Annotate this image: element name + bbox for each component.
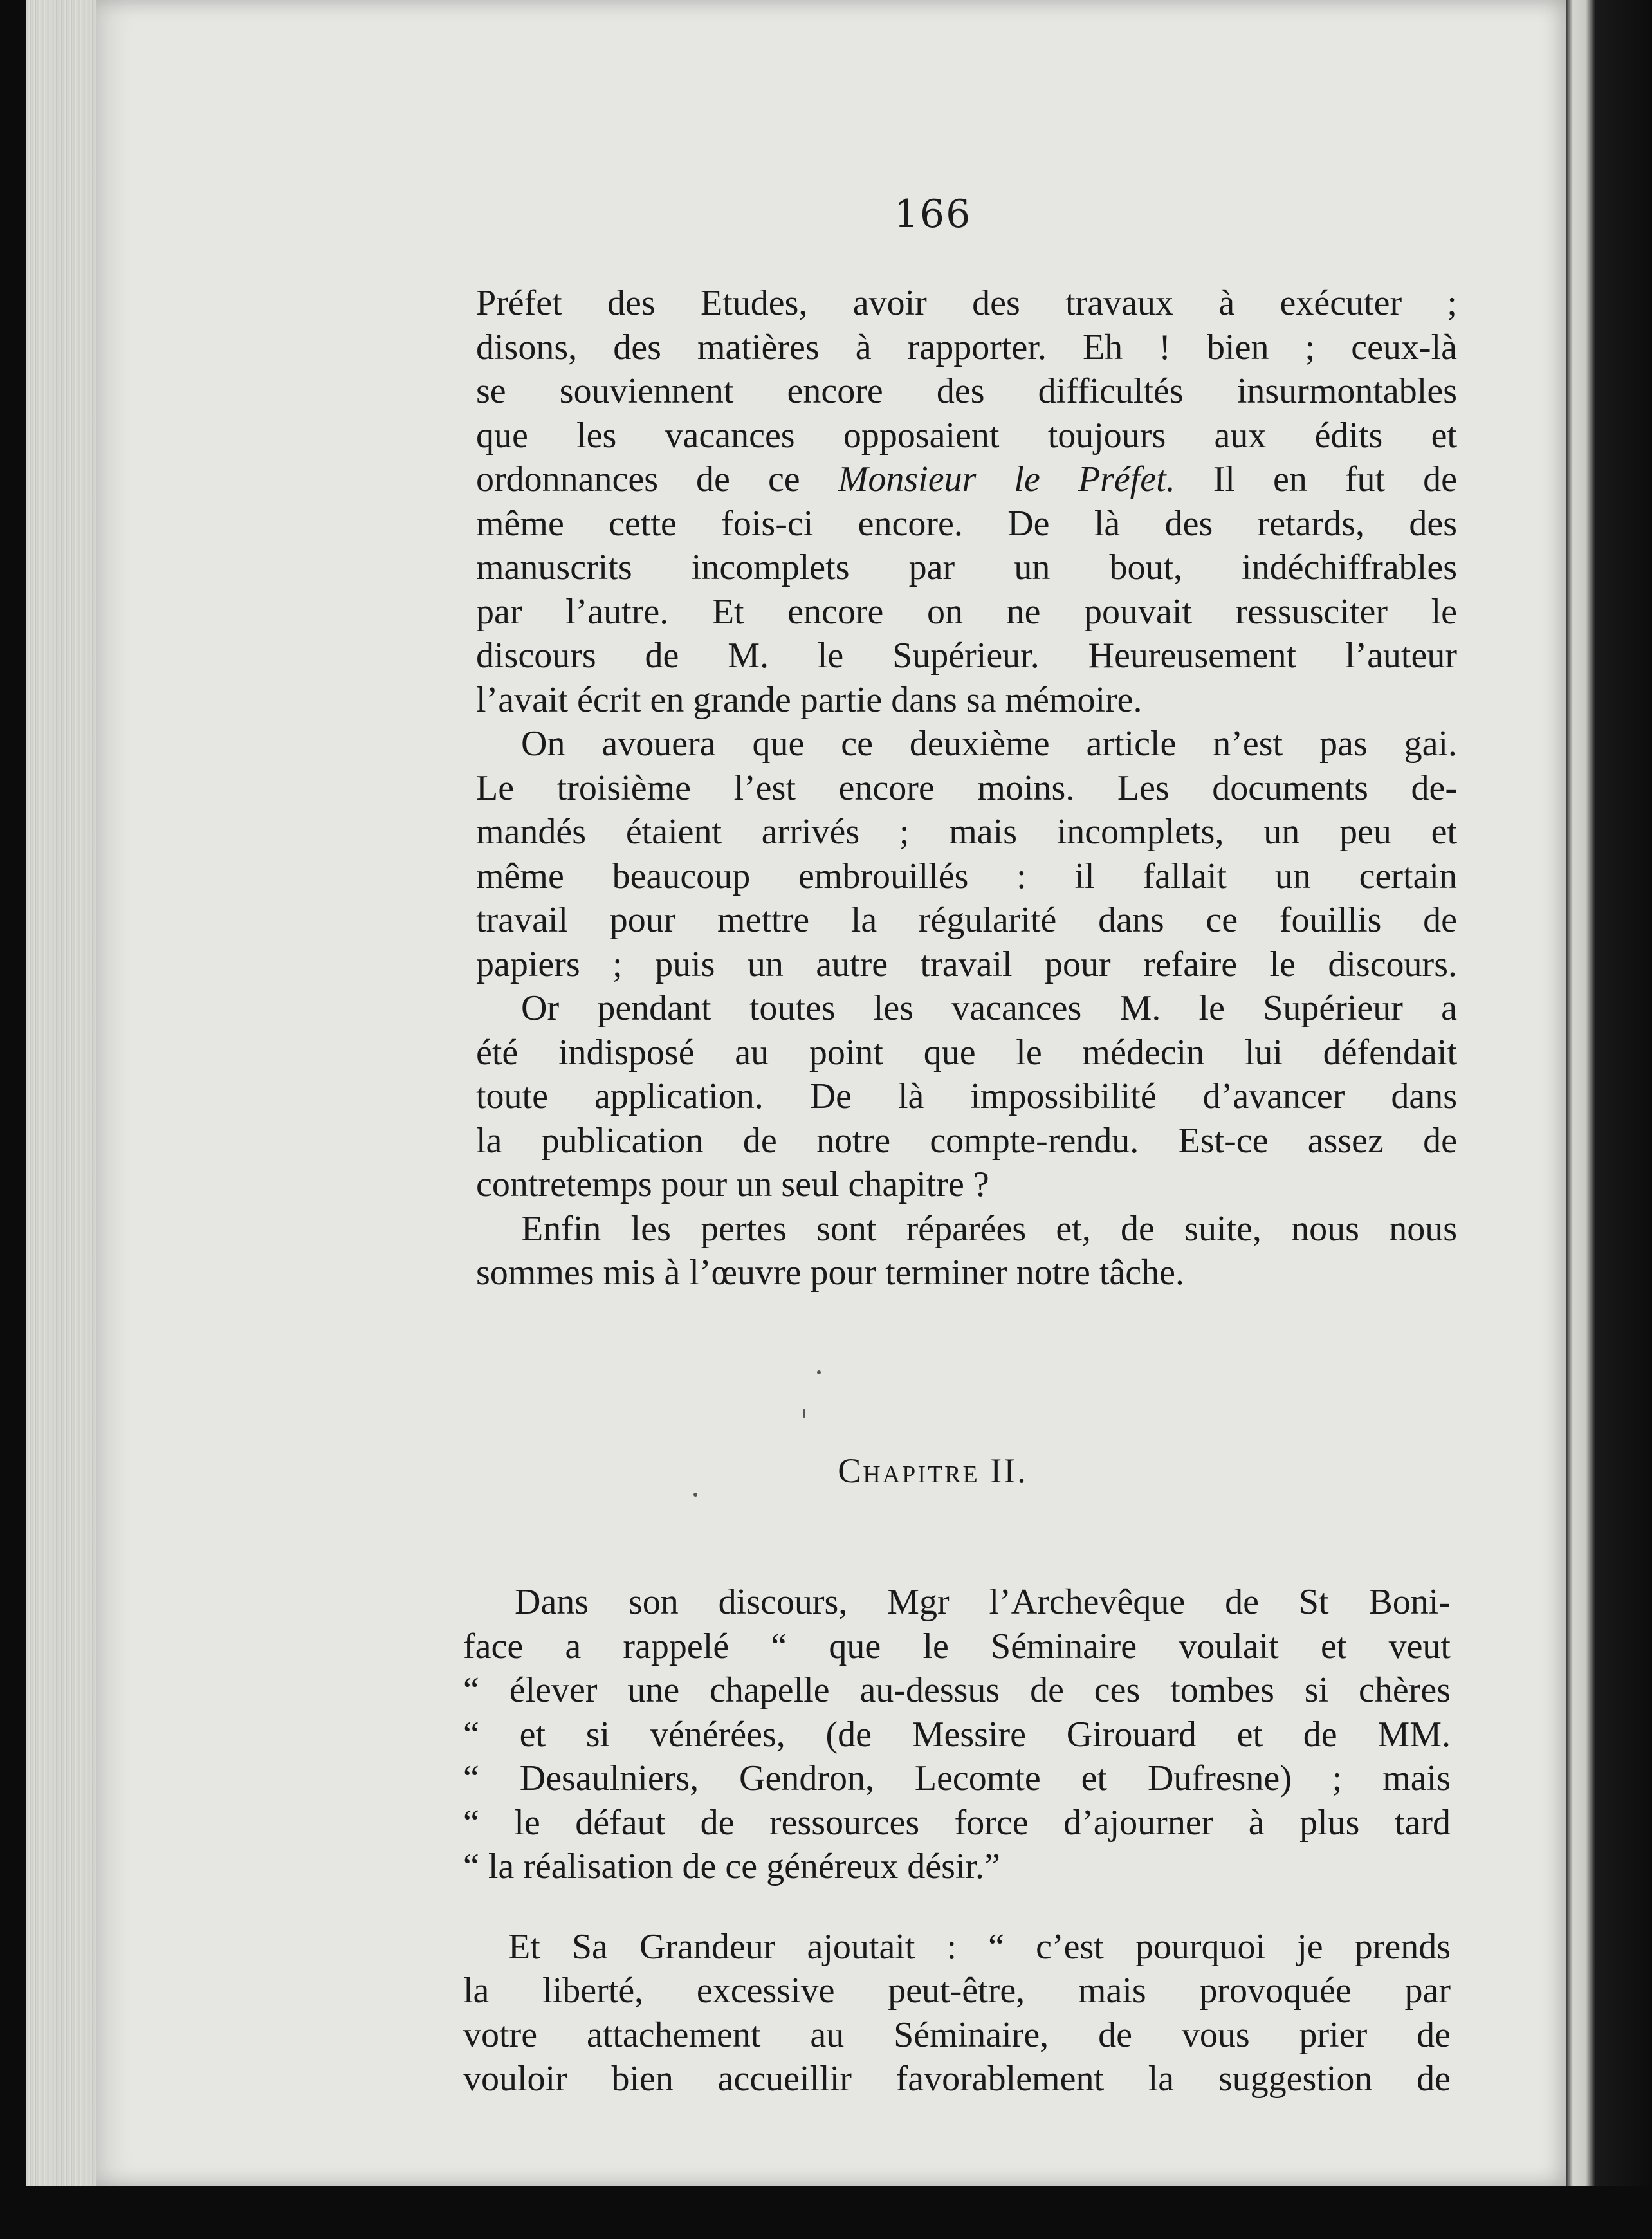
- section-1-text: [476, 281, 1457, 1295]
- text-line: “ Desaulniers, Gendron, Lecomte et Dufresne) ; mais: [463, 1758, 1451, 1798]
- text-line: votre attachement au Séminaire, de vous prier de: [463, 2014, 1451, 2055]
- ink-speck: [693, 1493, 697, 1497]
- text-line: travail pour mettre la régularité dans ce fouillis de: [476, 900, 1457, 940]
- page-edges: [26, 0, 103, 2188]
- text-line: vouloir bien accueillir favorablement la suggestion de: [463, 2059, 1451, 2099]
- text-line: sommes mis à l’œuvre pour terminer notre tâche.: [476, 1253, 1184, 1293]
- text-line: été indisposé au point que le médecin lui défendait: [476, 1032, 1457, 1073]
- paragraph-3: [476, 986, 1457, 1207]
- text-line: “ et si vénérées, (de Messire Girouard et de MM.: [463, 1714, 1451, 1755]
- text-fragment: ordonnances de ce: [476, 459, 800, 499]
- text-line: par l’autre. Et encore on ne pouvait ressusciter le: [476, 591, 1457, 632]
- text-line: même beaucoup embrouillés : il fallait un certain: [476, 856, 1457, 896]
- right-page-edge: [1566, 0, 1652, 2239]
- text-line: Enfin les pertes sont réparées et, de suite, nous nous: [521, 1208, 1457, 1249]
- text-line: “ le défaut de ressources force d’ajourner à plus tard: [463, 1802, 1451, 1843]
- text-line: même cette fois-ci encore. De là des retards, des: [476, 503, 1457, 544]
- ink-speck: [803, 1409, 805, 1418]
- text-line: “ élever une chapelle au-dessus de ces tombes si chères: [463, 1670, 1451, 1710]
- section-2-text: [463, 1544, 1451, 2137]
- text-line: la publication de notre compte-rendu. Est-ce assez de: [476, 1120, 1457, 1161]
- text-line: se souviennent encore des difficultés insurmontables: [476, 371, 1457, 411]
- bottom-dark-strip: [0, 2186, 1652, 2239]
- text-line-with-italic: [476, 457, 1457, 502]
- text-line: que les vacances opposaient toujours aux édits et: [476, 415, 1457, 456]
- text-line: Et Sa Grandeur ajoutait : “ c’est pourquoi je prends: [508, 1926, 1451, 1967]
- chapter-heading: Chapitre II.: [838, 1451, 1028, 1490]
- text-line: discours de M. le Supérieur. Heureusement l’auteur: [476, 636, 1457, 676]
- ink-speck: [817, 1370, 821, 1374]
- text-fragment: Il en fut de: [1213, 459, 1458, 499]
- text-line: toute application. De là impossibilité d’avancer dans: [476, 1076, 1457, 1116]
- text-line: la liberté, excessive peut-être, mais provoquée par: [463, 1971, 1451, 2011]
- paragraph-6: [463, 1925, 1451, 2101]
- text-line: papiers ; puis un autre travail pour refaire le discours.: [476, 944, 1457, 984]
- text-line: contretemps pour un seul chapitre ?: [476, 1165, 989, 1204]
- paragraph-1: [476, 281, 1457, 722]
- text-line: l’avait écrit en grande partie dans sa mémoire.: [476, 679, 1143, 720]
- text-line: manuscrits incomplets par un bout, indéchiffrables: [476, 548, 1457, 587]
- text-line: Or pendant toutes les vacances M. le Supérieur a: [521, 988, 1457, 1028]
- text-line: Préfet des Etudes, avoir des travaux à exécuter ;: [476, 283, 1457, 323]
- text-line: On avouera que ce deuxième article n’est pas gai.: [521, 724, 1457, 764]
- paragraph-2: [476, 722, 1457, 986]
- text-line: disons, des matières à rapporter. Eh ! bien ; ceux-là: [476, 327, 1457, 367]
- text-line: face a rappelé “ que le Séminaire voulait et veut: [463, 1626, 1451, 1666]
- text-line: Dans son discours, Mgr l’Archevêque de St Boni-: [515, 1582, 1451, 1622]
- text-line: mandés étaient arrivés ; mais incomplets, un peu et: [476, 812, 1457, 852]
- text-line: “ la réalisation de ce généreux désir.”: [463, 1847, 1000, 1886]
- page-number: 166: [894, 192, 972, 237]
- paragraph-4: [476, 1207, 1457, 1295]
- paragraph-5: [463, 1580, 1451, 1889]
- text-line: Le troisième l’est encore moins. Les documents de-: [476, 768, 1457, 808]
- italic-title: Monsieur le Préfet.: [838, 459, 1175, 499]
